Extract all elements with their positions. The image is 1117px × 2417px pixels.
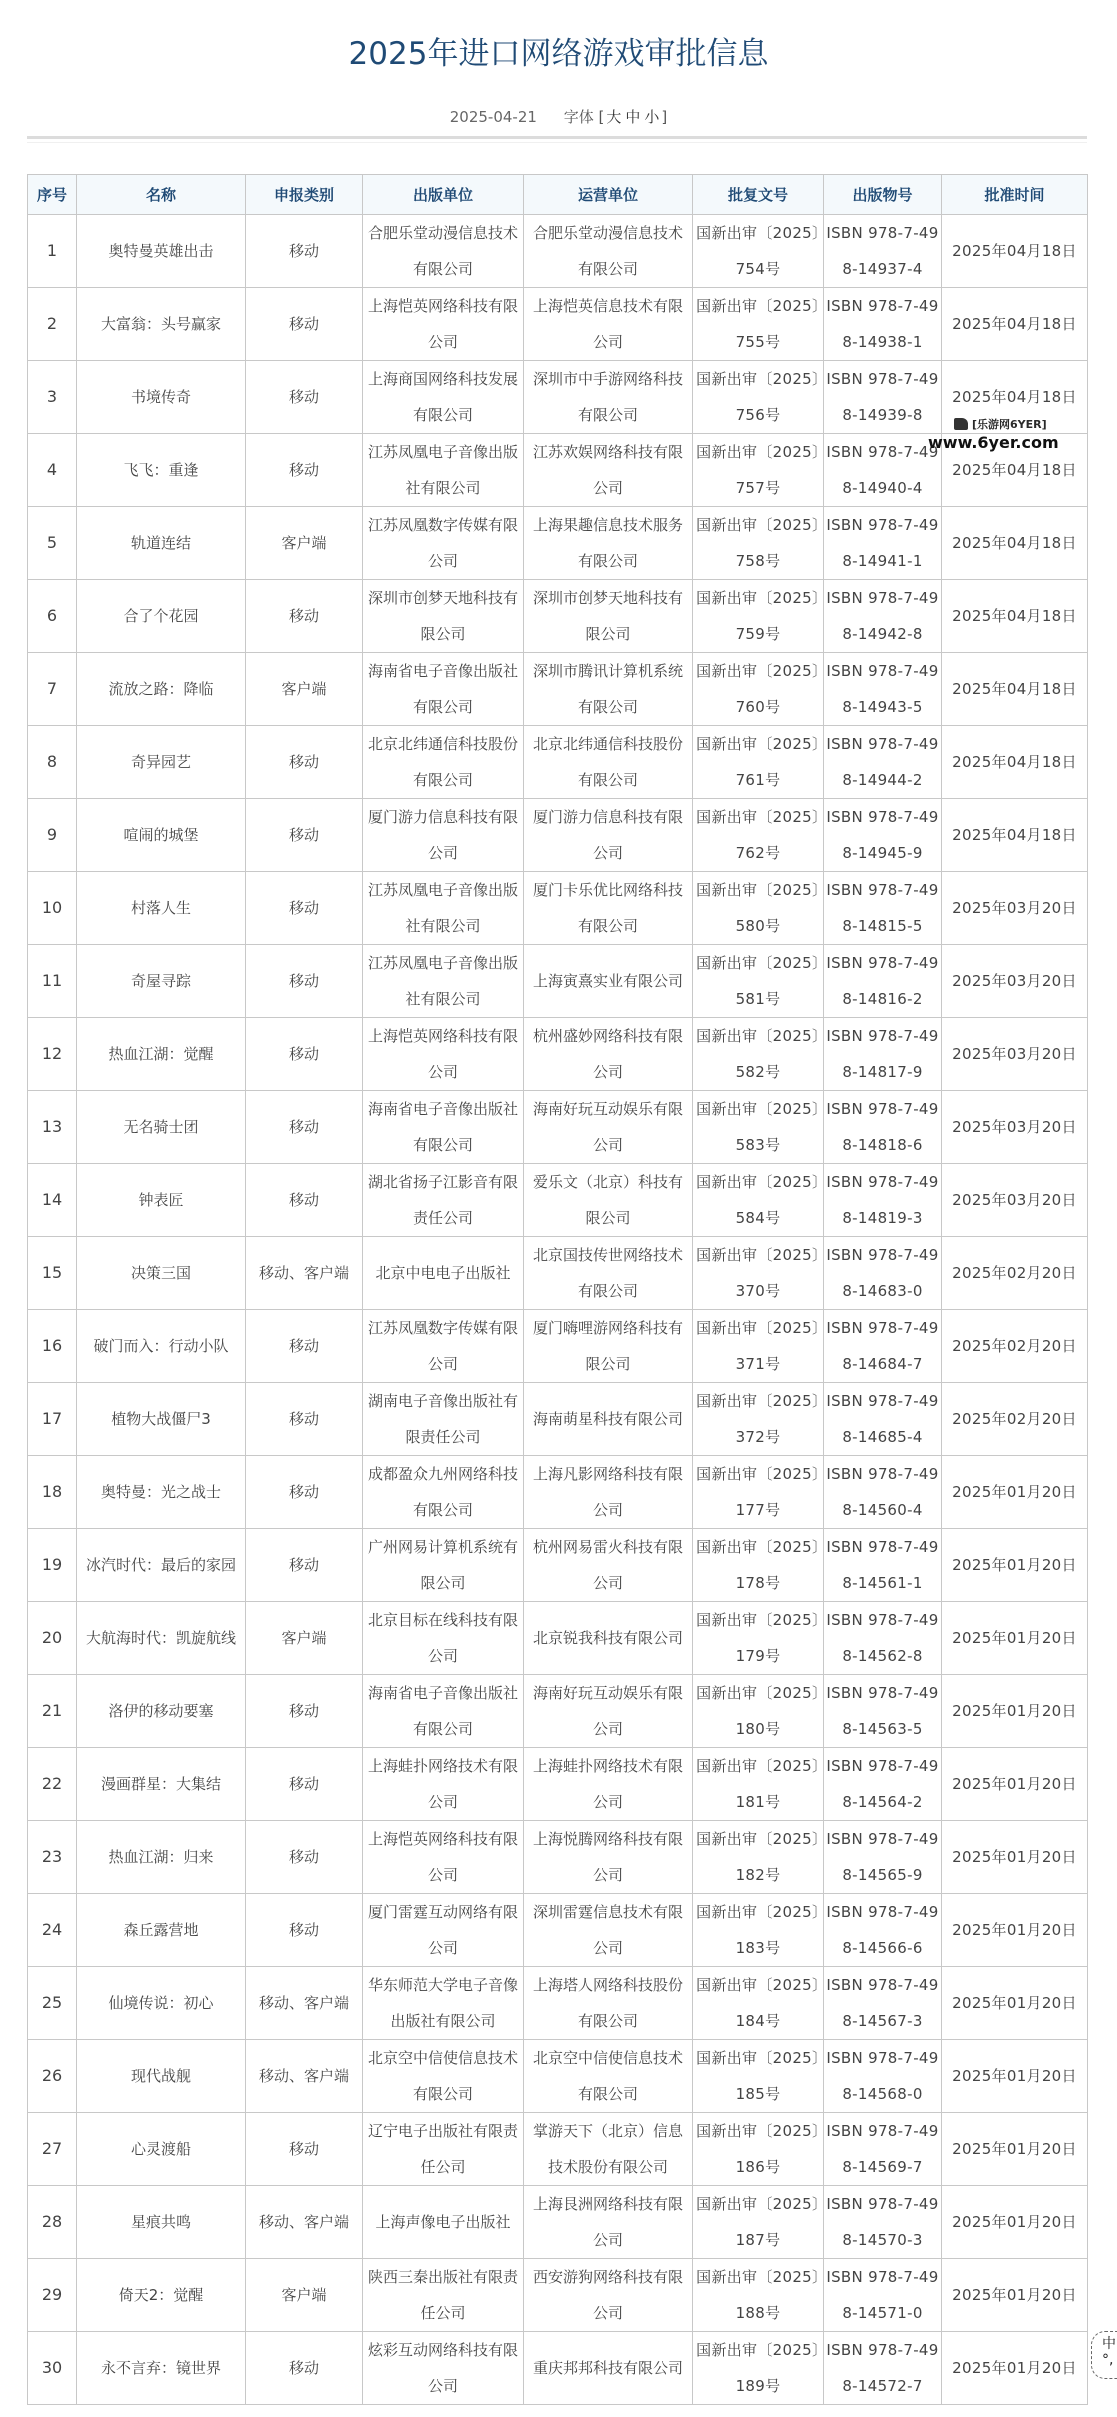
- cell-type: 客户端: [246, 2259, 363, 2332]
- cell-publisher: 陕西三秦出版社有限责任公司: [363, 2259, 524, 2332]
- cell-isbn: ISBN 978-7-498-14941-1: [824, 507, 942, 580]
- table-row: [28, 2040, 1088, 2113]
- cell-type: 移动: [246, 799, 363, 872]
- cell-operator: 上海艮洲网络科技有限公司: [524, 2186, 693, 2259]
- cell-operator: 上海寅熹实业有限公司: [524, 945, 693, 1018]
- cell-date: 2025年01月20日: [942, 1675, 1088, 1748]
- cell-isbn: ISBN 978-7-498-14817-9: [824, 1018, 942, 1091]
- cell-operator: 厦门卡乐优比网络科技有限公司: [524, 872, 693, 945]
- cell-publisher: 江苏凤凰数字传媒有限公司: [363, 507, 524, 580]
- cell-no: 23: [28, 1821, 77, 1894]
- cell-no: 14: [28, 1164, 77, 1237]
- cell-approval-no: 国新出审〔2025〕581号: [693, 945, 824, 1018]
- cell-no: 22: [28, 1748, 77, 1821]
- cell-operator: 深圳市创梦天地科技有限公司: [524, 580, 693, 653]
- cell-isbn: ISBN 978-7-498-14684-7: [824, 1310, 942, 1383]
- article-meta: [0, 106, 1117, 127]
- cell-operator: 厦门嗨哩游网络科技有限公司: [524, 1310, 693, 1383]
- cell-name: 大富翁：头号赢家: [77, 288, 246, 361]
- cell-name: 合了个花园: [77, 580, 246, 653]
- cell-operator: 北京锐我科技有限公司: [524, 1602, 693, 1675]
- cell-operator: 深圳雷霆信息技术有限公司: [524, 1894, 693, 1967]
- cell-approval-no: 国新出审〔2025〕370号: [693, 1237, 824, 1310]
- table-row: [28, 945, 1088, 1018]
- cell-approval-no: 国新出审〔2025〕759号: [693, 580, 824, 653]
- table-row: [28, 1310, 1088, 1383]
- cell-no: 9: [28, 799, 77, 872]
- header-publisher: 出版单位: [363, 175, 524, 215]
- cell-isbn: ISBN 978-7-498-14572-7: [824, 2332, 942, 2405]
- cell-date: 2025年01月20日: [942, 1529, 1088, 1602]
- ime-mode-label: 中: [1102, 2336, 1116, 2352]
- font-size-small[interactable]: 小: [644, 108, 660, 126]
- cell-date: 2025年04月18日: [942, 215, 1088, 288]
- cell-type: 客户端: [246, 507, 363, 580]
- cell-date: 2025年01月20日: [942, 2113, 1088, 2186]
- header-name: 名称: [77, 175, 246, 215]
- cell-approval-no: 国新出审〔2025〕187号: [693, 2186, 824, 2259]
- header-isbn: 出版物号: [824, 175, 942, 215]
- cell-publisher: 江苏凤凰电子音像出版社有限公司: [363, 945, 524, 1018]
- cell-isbn: ISBN 978-7-498-14563-5: [824, 1675, 942, 1748]
- font-size-label: 字体: [563, 108, 594, 126]
- cell-name: 奥特曼：光之战士: [77, 1456, 246, 1529]
- cell-no: 1: [28, 215, 77, 288]
- cell-operator: 海南萌星科技有限公司: [524, 1383, 693, 1456]
- cell-name: 决策三国: [77, 1237, 246, 1310]
- cell-date: 2025年02月20日: [942, 1310, 1088, 1383]
- cell-publisher: 海南省电子音像出版社有限公司: [363, 653, 524, 726]
- cell-name: 现代战舰: [77, 2040, 246, 2113]
- cell-name: 星痕共鸣: [77, 2186, 246, 2259]
- cell-approval-no: 国新出审〔2025〕181号: [693, 1748, 824, 1821]
- cell-date: 2025年03月20日: [942, 945, 1088, 1018]
- cell-operator: 掌游天下（北京）信息技术股份有限公司: [524, 2113, 693, 2186]
- cell-type: 移动: [246, 288, 363, 361]
- watermark-brand-text: [乐游网6YER]: [972, 418, 1047, 431]
- divider-secondary: [27, 142, 1087, 143]
- cell-publisher: 北京北纬通信科技股份有限公司: [363, 726, 524, 799]
- cell-type: 移动: [246, 872, 363, 945]
- cell-date: 2025年01月20日: [942, 2332, 1088, 2405]
- table-row: [28, 1237, 1088, 1310]
- cell-no: 15: [28, 1237, 77, 1310]
- cell-operator: 上海果趣信息技术服务有限公司: [524, 507, 693, 580]
- cell-no: 20: [28, 1602, 77, 1675]
- cell-publisher: 深圳市创梦天地科技有限公司: [363, 580, 524, 653]
- cell-date: 2025年04月18日: [942, 288, 1088, 361]
- table-row: [28, 1894, 1088, 1967]
- cell-date: 2025年03月20日: [942, 1018, 1088, 1091]
- cell-date: 2025年01月20日: [942, 1894, 1088, 1967]
- cell-isbn: ISBN 978-7-498-14683-0: [824, 1237, 942, 1310]
- table-row: [28, 1018, 1088, 1091]
- table-row: [28, 288, 1088, 361]
- cell-publisher: 成都盈众九州网络科技有限公司: [363, 1456, 524, 1529]
- cell-publisher: 湖南电子音像出版社有限责任公司: [363, 1383, 524, 1456]
- cell-isbn: ISBN 978-7-498-14571-0: [824, 2259, 942, 2332]
- cell-type: 移动: [246, 1894, 363, 1967]
- cell-type: 移动: [246, 1091, 363, 1164]
- cell-operator: 北京空中信使信息技术有限公司: [524, 2040, 693, 2113]
- cell-publisher: 江苏凤凰电子音像出版社有限公司: [363, 872, 524, 945]
- cell-isbn: ISBN 978-7-498-14944-2: [824, 726, 942, 799]
- cell-isbn: ISBN 978-7-498-14567-3: [824, 1967, 942, 2040]
- cell-no: 21: [28, 1675, 77, 1748]
- cell-approval-no: 国新出审〔2025〕185号: [693, 2040, 824, 2113]
- cell-operator: 海南好玩互动娱乐有限公司: [524, 1675, 693, 1748]
- cell-operator: 杭州网易雷火科技有限公司: [524, 1529, 693, 1602]
- cell-type: 移动: [246, 2113, 363, 2186]
- table-row: [28, 1675, 1088, 1748]
- cell-date: 2025年04月18日: [942, 653, 1088, 726]
- cell-type: 移动: [246, 1164, 363, 1237]
- cell-type: 移动: [246, 434, 363, 507]
- table-row: [28, 1602, 1088, 1675]
- cell-publisher: 辽宁电子出版社有限责任公司: [363, 2113, 524, 2186]
- cell-no: 13: [28, 1091, 77, 1164]
- cell-name: 仙境传说：初心: [77, 1967, 246, 2040]
- cell-approval-no: 国新出审〔2025〕371号: [693, 1310, 824, 1383]
- bracket-close: ]: [661, 108, 668, 126]
- cell-operator: 厦门游力信息科技有限公司: [524, 799, 693, 872]
- table-row: [28, 2332, 1088, 2405]
- cell-name: 热血江湖：觉醒: [77, 1018, 246, 1091]
- cell-approval-no: 国新出审〔2025〕182号: [693, 1821, 824, 1894]
- table-row: [28, 1529, 1088, 1602]
- cell-isbn: ISBN 978-7-498-14945-9: [824, 799, 942, 872]
- cell-no: 6: [28, 580, 77, 653]
- header-approval-no: 批复文号: [693, 175, 824, 215]
- publish-date: 2025-04-21: [449, 108, 537, 126]
- cell-isbn: ISBN 978-7-498-14569-7: [824, 2113, 942, 2186]
- cell-type: 移动: [246, 1310, 363, 1383]
- cell-publisher: 北京空中信使信息技术有限公司: [363, 2040, 524, 2113]
- cell-publisher: 北京目标在线科技有限公司: [363, 1602, 524, 1675]
- cell-no: 25: [28, 1967, 77, 2040]
- cell-type: 移动: [246, 1018, 363, 1091]
- cell-operator: 重庆邦邦科技有限公司: [524, 2332, 693, 2405]
- cell-no: 19: [28, 1529, 77, 1602]
- cell-approval-no: 国新出审〔2025〕189号: [693, 2332, 824, 2405]
- ime-indicator[interactable]: [1091, 2331, 1117, 2379]
- cell-isbn: ISBN 978-7-498-14816-2: [824, 945, 942, 1018]
- cell-no: 27: [28, 2113, 77, 2186]
- cell-date: 2025年04月18日: [942, 507, 1088, 580]
- cell-publisher: 江苏凤凰电子音像出版社有限公司: [363, 434, 524, 507]
- cell-isbn: ISBN 978-7-498-14819-3: [824, 1164, 942, 1237]
- cell-operator: 北京北纬通信科技股份有限公司: [524, 726, 693, 799]
- cell-no: 3: [28, 361, 77, 434]
- cell-approval-no: 国新出审〔2025〕372号: [693, 1383, 824, 1456]
- cell-type: 移动、客户端: [246, 1967, 363, 2040]
- cell-isbn: ISBN 978-7-498-14943-5: [824, 653, 942, 726]
- table-row: [28, 726, 1088, 799]
- cell-name: 洛伊的移动要塞: [77, 1675, 246, 1748]
- cell-no: 28: [28, 2186, 77, 2259]
- cell-type: 客户端: [246, 653, 363, 726]
- cell-operator: 上海蛙扑网络技术有限公司: [524, 1748, 693, 1821]
- page-title: 2025年进口网络游戏审批信息: [348, 36, 769, 72]
- cell-isbn: ISBN 978-7-498-14560-4: [824, 1456, 942, 1529]
- cell-type: 移动、客户端: [246, 1237, 363, 1310]
- cell-publisher: 上海声像电子出版社: [363, 2186, 524, 2259]
- cell-isbn: ISBN 978-7-498-14938-1: [824, 288, 942, 361]
- cell-operator: 北京国技传世网络技术有限公司: [524, 1237, 693, 1310]
- cell-approval-no: 国新出审〔2025〕756号: [693, 361, 824, 434]
- cell-approval-no: 国新出审〔2025〕584号: [693, 1164, 824, 1237]
- table-row: [28, 215, 1088, 288]
- cell-publisher: 华东师范大学电子音像出版社有限公司: [363, 1967, 524, 2040]
- cell-isbn: ISBN 978-7-498-14937-4: [824, 215, 942, 288]
- table-row: [28, 507, 1088, 580]
- cell-approval-no: 国新出审〔2025〕760号: [693, 653, 824, 726]
- cell-date: 2025年02月20日: [942, 1383, 1088, 1456]
- watermark-url: www.6yer.com: [928, 433, 1059, 452]
- cell-publisher: 海南省电子音像出版社有限公司: [363, 1675, 524, 1748]
- cell-approval-no: 国新出审〔2025〕583号: [693, 1091, 824, 1164]
- table-body: [28, 215, 1088, 2405]
- table-row: [28, 580, 1088, 653]
- cell-approval-no: 国新出审〔2025〕177号: [693, 1456, 824, 1529]
- cell-type: 移动: [246, 726, 363, 799]
- cell-no: 12: [28, 1018, 77, 1091]
- cell-no: 18: [28, 1456, 77, 1529]
- cell-operator: 江苏欢娱网络科技有限公司: [524, 434, 693, 507]
- cell-approval-no: 国新出审〔2025〕582号: [693, 1018, 824, 1091]
- cell-type: 移动: [246, 1821, 363, 1894]
- cell-date: 2025年01月20日: [942, 2259, 1088, 2332]
- cell-approval-no: 国新出审〔2025〕183号: [693, 1894, 824, 1967]
- cell-name: 倚天2：觉醒: [77, 2259, 246, 2332]
- cell-type: 移动: [246, 1456, 363, 1529]
- cell-date: 2025年04月18日: [942, 361, 1088, 434]
- table-row: [28, 1091, 1088, 1164]
- cell-isbn: ISBN 978-7-498-14561-1: [824, 1529, 942, 1602]
- table-row: [28, 434, 1088, 507]
- table-row: [28, 872, 1088, 945]
- cell-name: 奇屋寻踪: [77, 945, 246, 1018]
- cell-date: 2025年01月20日: [942, 1602, 1088, 1675]
- table-row: [28, 653, 1088, 726]
- cell-date: 2025年01月20日: [942, 1967, 1088, 2040]
- cell-publisher: 上海恺英网络科技有限公司: [363, 1821, 524, 1894]
- cell-name: 奇异园艺: [77, 726, 246, 799]
- table-row: [28, 2113, 1088, 2186]
- table-header-row: [28, 175, 1088, 215]
- cell-operator: 合肥乐堂动漫信息技术有限公司: [524, 215, 693, 288]
- cell-no: 29: [28, 2259, 77, 2332]
- divider: [27, 136, 1087, 139]
- cell-approval-no: 国新出审〔2025〕754号: [693, 215, 824, 288]
- cell-no: 16: [28, 1310, 77, 1383]
- table-row: [28, 2186, 1088, 2259]
- cell-type: 客户端: [246, 1602, 363, 1675]
- cell-name: 植物大战僵尸3: [77, 1383, 246, 1456]
- cell-isbn: ISBN 978-7-498-14818-6: [824, 1091, 942, 1164]
- cell-name: 无名骑士团: [77, 1091, 246, 1164]
- header-operator: 运营单位: [524, 175, 693, 215]
- header-type: 申报类别: [246, 175, 363, 215]
- cell-no: 11: [28, 945, 77, 1018]
- cell-name: 村落人生: [77, 872, 246, 945]
- cell-type: 移动: [246, 1529, 363, 1602]
- table-row: [28, 2259, 1088, 2332]
- cell-no: 4: [28, 434, 77, 507]
- cell-operator: 爱乐文（北京）科技有限公司: [524, 1164, 693, 1237]
- cell-approval-no: 国新出审〔2025〕761号: [693, 726, 824, 799]
- cell-date: 2025年01月20日: [942, 2040, 1088, 2113]
- cell-date: 2025年03月20日: [942, 1164, 1088, 1237]
- cell-type: 移动: [246, 580, 363, 653]
- cell-publisher: 厦门雷霆互动网络有限公司: [363, 1894, 524, 1967]
- cell-no: 24: [28, 1894, 77, 1967]
- table-row: [28, 1164, 1088, 1237]
- cell-type: 移动: [246, 1383, 363, 1456]
- cell-publisher: 上海恺英网络科技有限公司: [363, 288, 524, 361]
- cell-publisher: 上海恺英网络科技有限公司: [363, 1018, 524, 1091]
- cell-publisher: 湖北省扬子江影音有限责任公司: [363, 1164, 524, 1237]
- cell-type: 移动、客户端: [246, 2040, 363, 2113]
- cell-name: 书境传奇: [77, 361, 246, 434]
- cell-date: 2025年04月18日: [942, 726, 1088, 799]
- cell-approval-no: 国新出审〔2025〕184号: [693, 1967, 824, 2040]
- cell-name: 钟表匠: [77, 1164, 246, 1237]
- cell-no: 8: [28, 726, 77, 799]
- cell-date: 2025年04月18日: [942, 580, 1088, 653]
- cell-isbn: ISBN 978-7-498-14939-8: [824, 361, 942, 434]
- cell-publisher: 上海蛙扑网络技术有限公司: [363, 1748, 524, 1821]
- cell-no: 30: [28, 2332, 77, 2405]
- font-size-large[interactable]: 大: [606, 108, 622, 126]
- cell-isbn: ISBN 978-7-498-14564-2: [824, 1748, 942, 1821]
- cell-isbn: ISBN 978-7-498-14815-5: [824, 872, 942, 945]
- cell-approval-no: 国新出审〔2025〕755号: [693, 288, 824, 361]
- cell-approval-no: 国新出审〔2025〕580号: [693, 872, 824, 945]
- table-row: [28, 1456, 1088, 1529]
- cell-approval-no: 国新出审〔2025〕179号: [693, 1602, 824, 1675]
- header-date: 批准时间: [942, 175, 1088, 215]
- cell-type: 移动: [246, 215, 363, 288]
- cell-approval-no: 国新出审〔2025〕186号: [693, 2113, 824, 2186]
- cell-operator: 海南好玩互动娱乐有限公司: [524, 1091, 693, 1164]
- cell-name: 漫画群星：大集结: [77, 1748, 246, 1821]
- cell-isbn: ISBN 978-7-498-14940-4: [824, 434, 942, 507]
- cell-name: 永不言弃：镜世界: [77, 2332, 246, 2405]
- ime-punct-label: °,: [1102, 2352, 1114, 2368]
- cell-name: 奥特曼英雄出击: [77, 215, 246, 288]
- cell-operator: 上海悦腾网络科技有限公司: [524, 1821, 693, 1894]
- cell-isbn: ISBN 978-7-498-14566-6: [824, 1894, 942, 1967]
- cell-name: 大航海时代：凯旋航线: [77, 1602, 246, 1675]
- cell-isbn: ISBN 978-7-498-14942-8: [824, 580, 942, 653]
- cell-publisher: 厦门游力信息科技有限公司: [363, 799, 524, 872]
- cell-no: 17: [28, 1383, 77, 1456]
- cell-name: 喧闹的城堡: [77, 799, 246, 872]
- cell-isbn: ISBN 978-7-498-14568-0: [824, 2040, 942, 2113]
- cell-date: 2025年01月20日: [942, 2186, 1088, 2259]
- table-row: [28, 799, 1088, 872]
- cell-publisher: 炫彩互动网络科技有限公司: [363, 2332, 524, 2405]
- cell-isbn: ISBN 978-7-498-14562-8: [824, 1602, 942, 1675]
- cell-no: 7: [28, 653, 77, 726]
- cell-publisher: 广州网易计算机系统有限公司: [363, 1529, 524, 1602]
- cell-type: 移动、客户端: [246, 2186, 363, 2259]
- cell-date: 2025年04月18日: [942, 799, 1088, 872]
- cell-name: 破门而入：行动小队: [77, 1310, 246, 1383]
- table-row: [28, 1821, 1088, 1894]
- font-size-control: [564, 108, 668, 126]
- cell-approval-no: 国新出审〔2025〕762号: [693, 799, 824, 872]
- cell-approval-no: 国新出审〔2025〕180号: [693, 1675, 824, 1748]
- cell-date: 2025年03月20日: [942, 1091, 1088, 1164]
- cell-operator: 深圳市腾讯计算机系统有限公司: [524, 653, 693, 726]
- cell-type: 移动: [246, 1748, 363, 1821]
- cell-name: 热血江湖：归来: [77, 1821, 246, 1894]
- cell-date: 2025年01月20日: [942, 1748, 1088, 1821]
- cell-name: 流放之路：降临: [77, 653, 246, 726]
- cell-publisher: 上海商国网络科技发展有限公司: [363, 361, 524, 434]
- cell-name: 轨道连结: [77, 507, 246, 580]
- cell-approval-no: 国新出审〔2025〕178号: [693, 1529, 824, 1602]
- cell-date: 2025年03月20日: [942, 872, 1088, 945]
- cell-publisher: 合肥乐堂动漫信息技术有限公司: [363, 215, 524, 288]
- cell-name: 飞飞：重逢: [77, 434, 246, 507]
- cell-name: 心灵渡船: [77, 2113, 246, 2186]
- cell-name: 冰汽时代：最后的家园: [77, 1529, 246, 1602]
- cell-approval-no: 国新出审〔2025〕188号: [693, 2259, 824, 2332]
- table-row: [28, 1967, 1088, 2040]
- cell-no: 5: [28, 507, 77, 580]
- cell-approval-no: 国新出审〔2025〕757号: [693, 434, 824, 507]
- cell-date: 2025年04月18日: [942, 434, 1088, 507]
- font-size-medium[interactable]: 中: [625, 108, 641, 126]
- cell-publisher: 江苏凤凰数字传媒有限公司: [363, 1310, 524, 1383]
- table-row: [28, 361, 1088, 434]
- cell-operator: 杭州盛妙网络科技有限公司: [524, 1018, 693, 1091]
- cell-operator: 上海恺英信息技术有限公司: [524, 288, 693, 361]
- cell-date: 2025年02月20日: [942, 1237, 1088, 1310]
- cell-name: 森丘露营地: [77, 1894, 246, 1967]
- cell-no: 2: [28, 288, 77, 361]
- cell-type: 移动: [246, 2332, 363, 2405]
- cell-type: 移动: [246, 1675, 363, 1748]
- cell-date: 2025年01月20日: [942, 1456, 1088, 1529]
- header-no: 序号: [28, 175, 77, 215]
- cell-publisher: 海南省电子音像出版社有限公司: [363, 1091, 524, 1164]
- cell-publisher: 北京中电电子出版社: [363, 1237, 524, 1310]
- cell-no: 10: [28, 872, 77, 945]
- cell-no: 26: [28, 2040, 77, 2113]
- cell-operator: 西安游狗网络科技有限公司: [524, 2259, 693, 2332]
- table-row: [28, 1748, 1088, 1821]
- approval-table: [27, 174, 1088, 2405]
- cell-operator: 上海凡影网络科技有限公司: [524, 1456, 693, 1529]
- cell-type: 移动: [246, 361, 363, 434]
- cell-isbn: ISBN 978-7-498-14565-9: [824, 1821, 942, 1894]
- cell-approval-no: 国新出审〔2025〕758号: [693, 507, 824, 580]
- bracket-open: [: [598, 108, 605, 126]
- cell-operator: 上海塔人网络科技股份有限公司: [524, 1967, 693, 2040]
- cell-operator: 深圳市中手游网络科技有限公司: [524, 361, 693, 434]
- table-row: [28, 1383, 1088, 1456]
- cell-type: 移动: [246, 945, 363, 1018]
- cell-isbn: ISBN 978-7-498-14685-4: [824, 1383, 942, 1456]
- cell-isbn: ISBN 978-7-498-14570-3: [824, 2186, 942, 2259]
- cell-date: 2025年01月20日: [942, 1821, 1088, 1894]
